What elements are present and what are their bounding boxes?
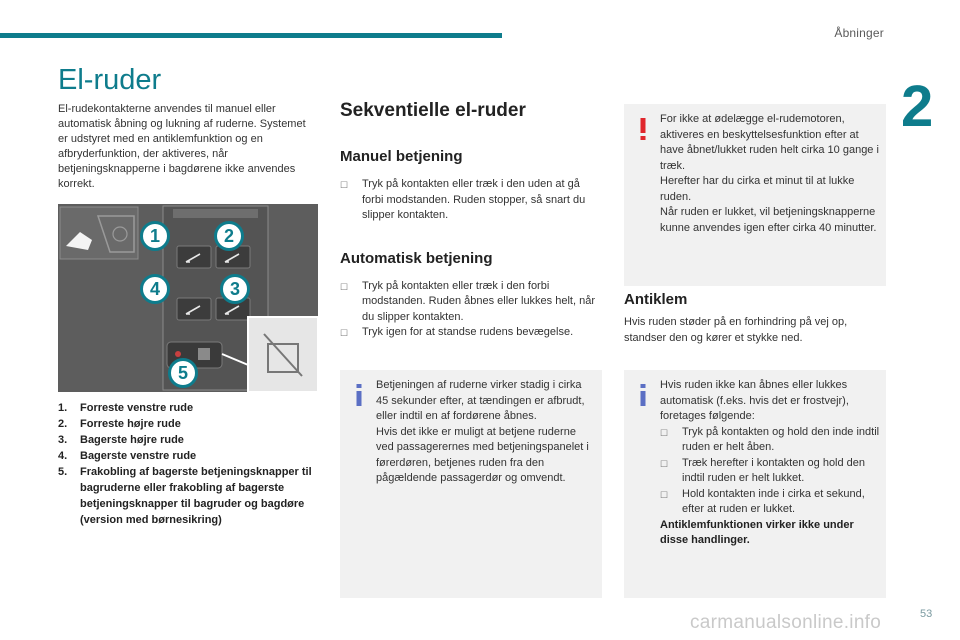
frost-intro: Hvis ruden ikke kan åbnes eller lukkes automatisk (f.eks. hvis det er frostvejr), foretages følgende: bbox=[660, 379, 849, 422]
page-number: 53 bbox=[920, 608, 933, 620]
page-title: El-ruder bbox=[58, 64, 162, 96]
warning-box-text: For ikke at ødelægge el-rudemotoren, aktiveres en beskyttelsesfunktion efter at have åbnet/lukket ruden helt cirka 10 gange i træk. Herefter har du cirka et minut til at lukke ruden. Når ruden er lukket, vil betjeningsknapperne kunne anvendes igen efter cirka 40 minutter. bbox=[660, 113, 879, 234]
list-item bbox=[660, 487, 880, 518]
list-item bbox=[340, 325, 602, 342]
callout-1-label: 1 bbox=[149, 225, 160, 246]
bullet-box-icon: ☐ bbox=[340, 180, 349, 190]
bullet-box-icon: ☐ bbox=[340, 281, 349, 292]
intro-paragraph: El-rudekontakterne anvendes til manuel eller automatisk åbning og lukning af ruderne. Systemet er udstyret med en antiklemfunktion og en afbryderfunktion, der aktiveres, når betjeningsknapperne i bagdørene ikke anvendes korrekt. bbox=[58, 103, 306, 190]
figure-legend bbox=[58, 400, 320, 528]
bullet-text: Tryk på kontakten eller træk i den forbi modstanden. Ruden åbnes eller lukkes helt, når du slipper kontakten. bbox=[362, 279, 595, 323]
list-item bbox=[660, 456, 880, 487]
bullet-box-icon: ☐ bbox=[660, 458, 669, 469]
callout-3 bbox=[220, 274, 250, 304]
legend-item bbox=[58, 400, 320, 416]
list-item bbox=[340, 279, 602, 326]
info-box-text: Betjeningen af ruderne virker stadig i cirka 45 sekunder efter, at tændingen er afbrudt, eller indtil en af fordørene åbnes. Hvis det ikke er muligt at betjene ruderne ved passagerernes med betjeningspanelet i førerdøren, betjenes ruden fra den pågældende passagerdør og omvendt. bbox=[376, 379, 589, 484]
legend-item bbox=[58, 464, 320, 528]
callout-5 bbox=[168, 358, 198, 388]
legend-text: Forreste højre rude bbox=[80, 418, 181, 430]
callout-4 bbox=[140, 274, 170, 304]
legend-text: Bagerste venstre rude bbox=[80, 450, 197, 462]
info-box-frost bbox=[624, 370, 886, 598]
callout-5-label: 5 bbox=[177, 362, 188, 383]
legend-text: Bagerste højre rude bbox=[80, 434, 184, 446]
sequential-heading: Sekventielle el-ruder bbox=[340, 100, 526, 121]
legend-item bbox=[58, 416, 320, 432]
warning-box-motor bbox=[624, 104, 886, 286]
bullet-box-icon: ☐ bbox=[340, 328, 349, 338]
info-icon bbox=[640, 384, 646, 406]
info-box-frost-content bbox=[660, 378, 880, 549]
legend-text: Forreste venstre rude bbox=[80, 402, 194, 414]
bullet-box-icon: ☐ bbox=[660, 489, 669, 500]
list-item bbox=[660, 425, 880, 456]
chapter-number: 2 bbox=[901, 74, 934, 139]
info-box-ignition bbox=[340, 370, 602, 598]
legend-item bbox=[58, 448, 320, 464]
callout-2-label: 2 bbox=[223, 225, 234, 246]
bullet-text: Tryk på kontakten eller træk i den uden at gå forbi modstanden. Ruden stopper, så snart du slipper kontakten. bbox=[362, 178, 586, 221]
bullet-text: Tryk igen for at standse rudens bevægelse. bbox=[362, 326, 574, 338]
frost-note: Antiklemfunktionen virker ikke under disse handlinger. bbox=[660, 518, 854, 546]
info-icon bbox=[356, 384, 362, 406]
bullet-text: Tryk på kontakten og hold den inde indtil ruden er helt åben. bbox=[682, 425, 880, 453]
legend-num: 5. bbox=[58, 466, 68, 478]
manual-heading: Manuel betjening bbox=[340, 148, 463, 165]
legend-num: 1. bbox=[58, 402, 68, 414]
frost-bullets bbox=[660, 425, 880, 518]
watermark: carmanualsonline.info bbox=[690, 612, 882, 633]
section-name: Åbninger bbox=[834, 26, 884, 40]
legend-num: 4. bbox=[58, 450, 68, 462]
window-switch-illustration bbox=[58, 204, 318, 392]
header-accent-bar bbox=[0, 33, 502, 38]
bullet-text: Hold kontakten inde i cirka et sekund, efter at ruden er lukket. bbox=[682, 487, 865, 515]
list-item bbox=[340, 177, 602, 224]
sequential-column bbox=[340, 100, 602, 342]
legend-item bbox=[58, 432, 320, 448]
manual-bullets bbox=[340, 177, 602, 224]
legend-num: 2. bbox=[58, 418, 68, 430]
automatic-bullets bbox=[340, 279, 602, 342]
legend-text: Frakobling af bagerste betjeningsknapper til bagruderne eller frakobling af bagerste betjeningsknapper til bagruder og bagdøre (version med børnesikring) bbox=[80, 466, 312, 526]
bullet-text: Træk herefter i kontakten og hold den indtil ruden er helt lukket. bbox=[682, 456, 866, 484]
callout-3-label: 3 bbox=[229, 278, 240, 299]
antiklem-heading: Antiklem bbox=[624, 291, 688, 308]
warning-icon bbox=[640, 118, 646, 140]
antiklem-text: Hvis ruden støder på en forhindring på vej op, standser den og kører et stykke ned. bbox=[624, 316, 848, 344]
automatic-heading: Automatisk betjening bbox=[340, 249, 493, 267]
callout-4-label: 4 bbox=[149, 278, 160, 299]
legend-num: 3. bbox=[58, 434, 68, 446]
callout-2 bbox=[214, 221, 244, 251]
bullet-box-icon: ☐ bbox=[660, 427, 669, 438]
callout-1 bbox=[140, 221, 170, 251]
